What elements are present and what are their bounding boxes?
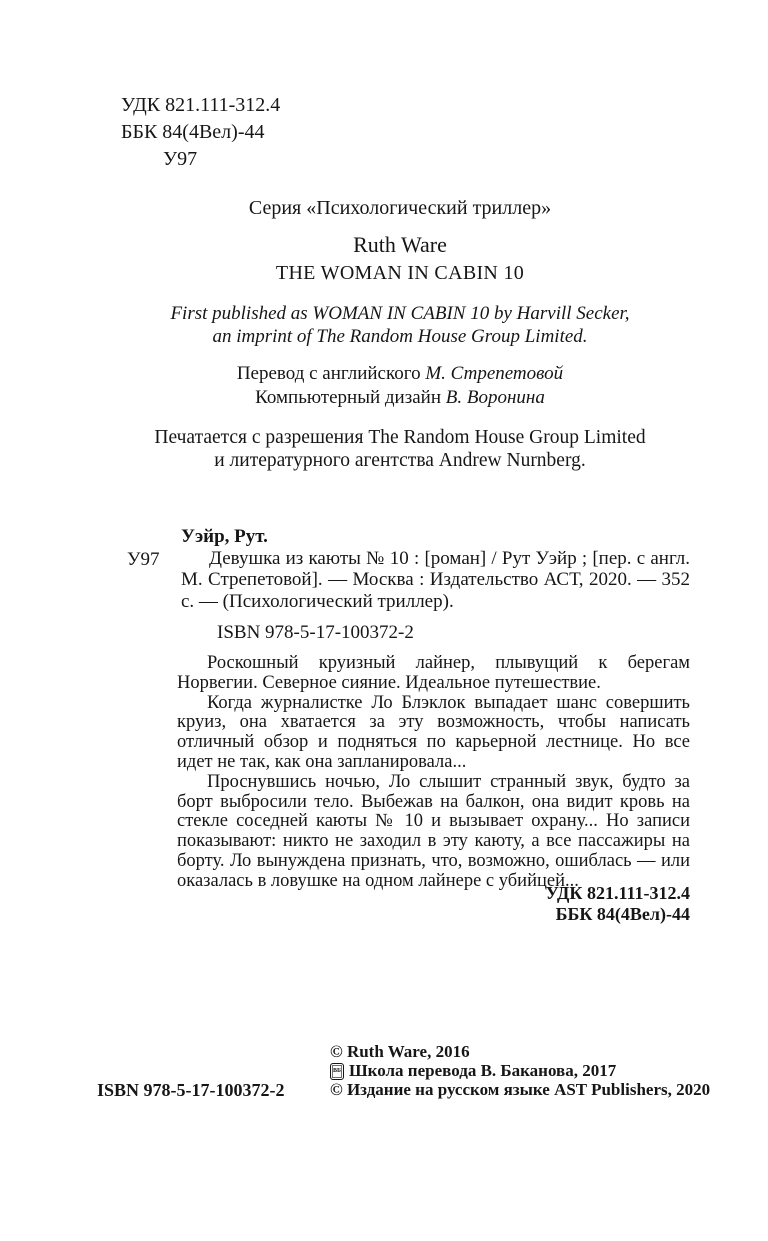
catalog-author-sign: У97 [127, 549, 160, 570]
catalog-isbn: ISBN 978-5-17-100372-2 [217, 622, 414, 643]
series-line: Серия «Психологический триллер» [248, 197, 552, 219]
designer-name: В. Воронина [445, 386, 545, 408]
catalog-author-heading: Уэйр, Рут. [181, 526, 268, 547]
copyright-block [330, 1043, 710, 1099]
copyright-bakanov-school [330, 1062, 710, 1081]
annotation-block [177, 654, 690, 892]
bbk-code: ББК 84(4Вел)-44 [121, 121, 265, 143]
design-credit [110, 386, 690, 410]
permission-note [110, 427, 690, 472]
design-credit-prefix: Компьютерный дизайн [255, 386, 446, 408]
udk-code-right: УДК 821.111-312.4 [545, 883, 690, 903]
catalog-entry: Девушка из каюты № 10 : [роман] / Рут Уэйр ; [пер. с англ. М. Стрепетовой]. — Москва : Издательство АСТ, 2020. — 352 с. — (Психологический триллер). [181, 548, 690, 612]
author-name: Ruth Ware [353, 232, 447, 257]
copyright-ruth-ware: © Ruth Ware, 2016 [330, 1042, 470, 1061]
author-sign-code: У97 [163, 148, 198, 170]
annotation-paragraph-3: Проснувшись ночью, Ло слышит странный звук, будто за борт выбросили тело. Выбежав на балкон, она видит кровь на стекле соседней каюты № 10 и вызывает охрану... Но записи показывают: никто не заходил в эту каюту, а все пассажиры на борту. Ло вынуждена признать, что, возможно, ошиблась — или оказалась в ловушке на одном лайнере с убийцей... [177, 771, 690, 891]
copyright-bakanov-school-text: Школа перевода В. Баканова, 2017 [349, 1060, 617, 1080]
translator-name: М. Стрепетовой [425, 363, 564, 384]
bbk-code-right: ББК 84(4Вел)-44 [555, 903, 690, 924]
first-published-line-1: First published as WOMAN IN CABIN 10 by Harvill Secker, [170, 303, 630, 324]
footer-isbn: ISBN 978-5-17-100372-2 [97, 1080, 285, 1100]
top-codes-block [121, 92, 280, 173]
credits-block [110, 362, 690, 409]
first-published-note [110, 303, 690, 348]
codes-right-block [380, 883, 690, 924]
translator-credit-prefix: Перевод с английского [236, 363, 426, 384]
permission-line-1: Печатается с разрешения The Random House Group Limited [154, 427, 646, 448]
bakanov-school-logo-icon: ВБ [330, 1063, 344, 1080]
first-published-line-2: an imprint of The Random House Group Limited. [212, 325, 588, 347]
copyright-ast: © Издание на русском языке AST Publishers, 2020 [330, 1079, 711, 1099]
annotation-paragraph-1: Роскошный круизный лайнер, плывущий к берегам Норвегии. Северное сияние. Идеальное путешествие. [177, 653, 690, 693]
annotation-paragraph-2: Когда журналистке Ло Блэклок выпадает шанс совершить круиз, она хватается за эту возможность, чтобы написать отличный обзор и подняться по карьерной лестнице. Но все идет не так, как она запланировала... [177, 692, 690, 772]
original-title: THE WOMAN IN CABIN 10 [275, 262, 525, 284]
permission-line-2: и литературного агентства Andrew Nurnberg. [214, 449, 586, 471]
translator-credit [110, 362, 690, 386]
udk-code: УДК 821.111-312.4 [121, 94, 281, 116]
